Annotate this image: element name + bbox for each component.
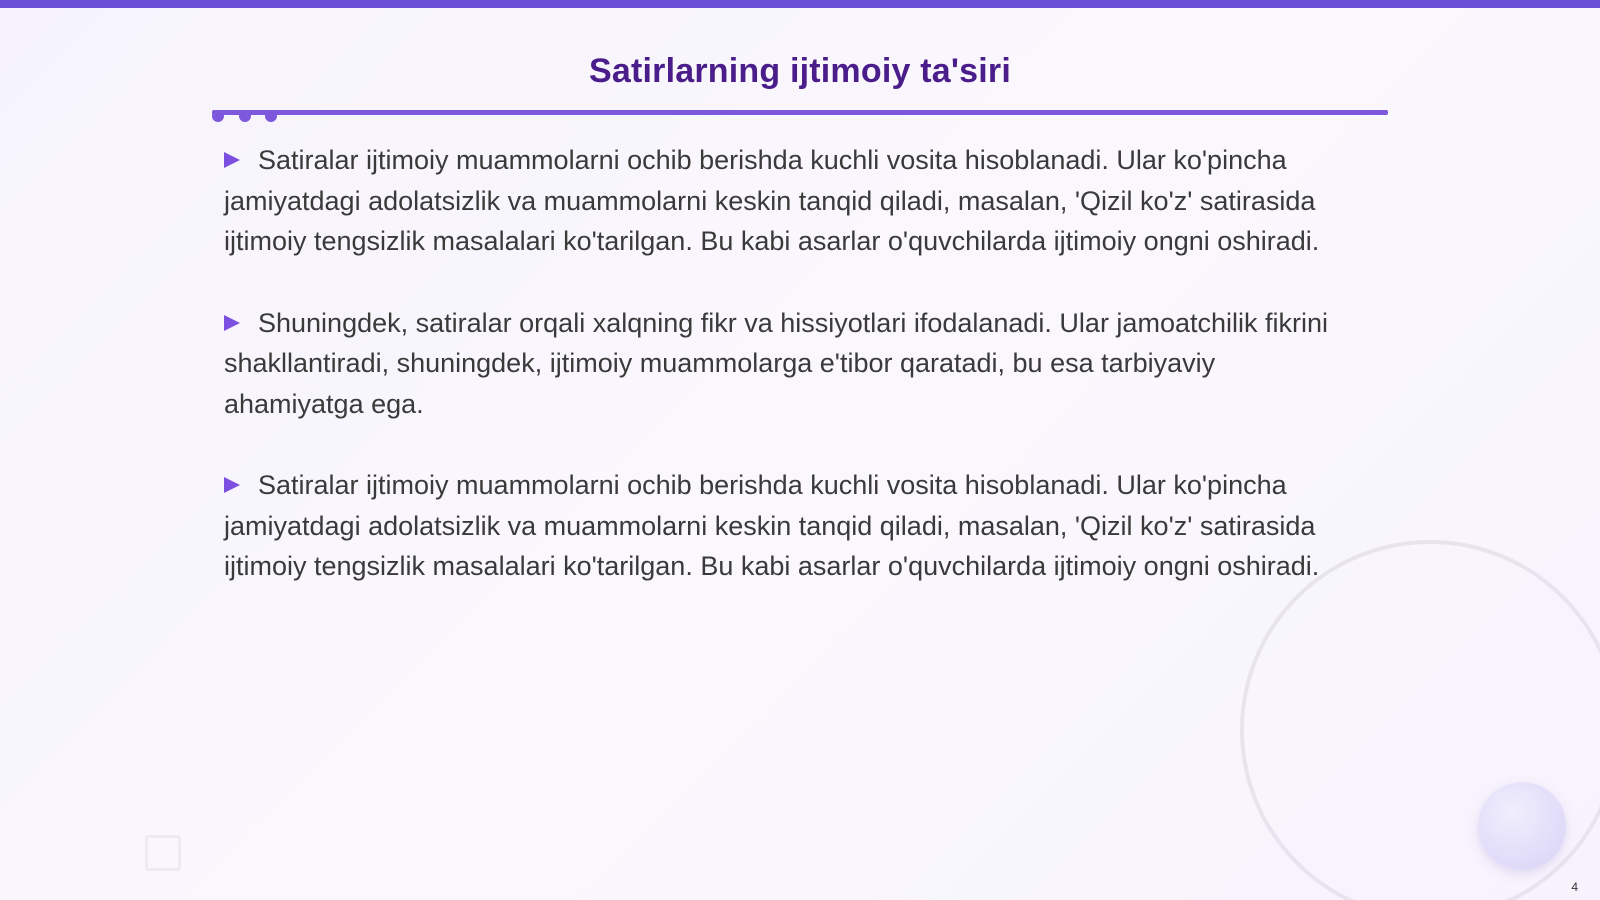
dot-icon bbox=[212, 110, 224, 122]
bullet-paragraph bbox=[224, 303, 1334, 425]
dot-icon bbox=[265, 110, 277, 122]
dot-icon bbox=[239, 110, 251, 122]
decorative-orb bbox=[1478, 782, 1566, 870]
triangle-bullet-icon bbox=[224, 477, 240, 493]
triangle-bullet-icon bbox=[224, 152, 240, 168]
bullet-paragraph bbox=[224, 140, 1334, 262]
slide-title: Satirlarning ijtimoiy ta'siri bbox=[589, 52, 1011, 90]
triangle-bullet-icon bbox=[224, 315, 240, 331]
bullet-text: Satiralar ijtimoiy muammolarni ochib berishda kuchli vosita hisoblanadi. Ular ko'pincha jamiyatdagi adolatsizlik va muammolarni keskin tanqid qiladi, masalan, 'Qizil ko'z' satirasida ijtimoiy tengsizlik masalalari ko'tarilgan. Bu kabi asarlar o'quvchilarda ijtimoiy ongni oshiradi. bbox=[224, 470, 1320, 581]
decorative-dots bbox=[212, 110, 292, 124]
bullet-list bbox=[224, 140, 1334, 628]
bullet-paragraph bbox=[224, 465, 1334, 587]
decorative-square bbox=[145, 835, 181, 871]
page-number: 4 bbox=[1571, 880, 1578, 894]
bullet-text: Satiralar ijtimoiy muammolarni ochib berishda kuchli vosita hisoblanadi. Ular ko'pincha jamiyatdagi adolatsizlik va muammolarni keskin tanqid qiladi, masalan, 'Qizil ko'z' satirasida ijtimoiy tengsizlik masalalari ko'tarilgan. Bu kabi asarlar o'quvchilarda ijtimoiy ongni oshiradi. bbox=[224, 145, 1320, 256]
bullet-text: Shuningdek, satiralar orqali xalqning fikr va hissiyotlari ifodalanadi. Ular jamoatchilik fikrini shakllantiradi, shuningdek, ijtimoiy muammolarga e'tibor qaratadi, bu esa tarbiyaviy ahamiyatga ega. bbox=[224, 307, 1328, 419]
title-underline bbox=[212, 110, 1388, 115]
top-accent-bar bbox=[0, 0, 1600, 8]
